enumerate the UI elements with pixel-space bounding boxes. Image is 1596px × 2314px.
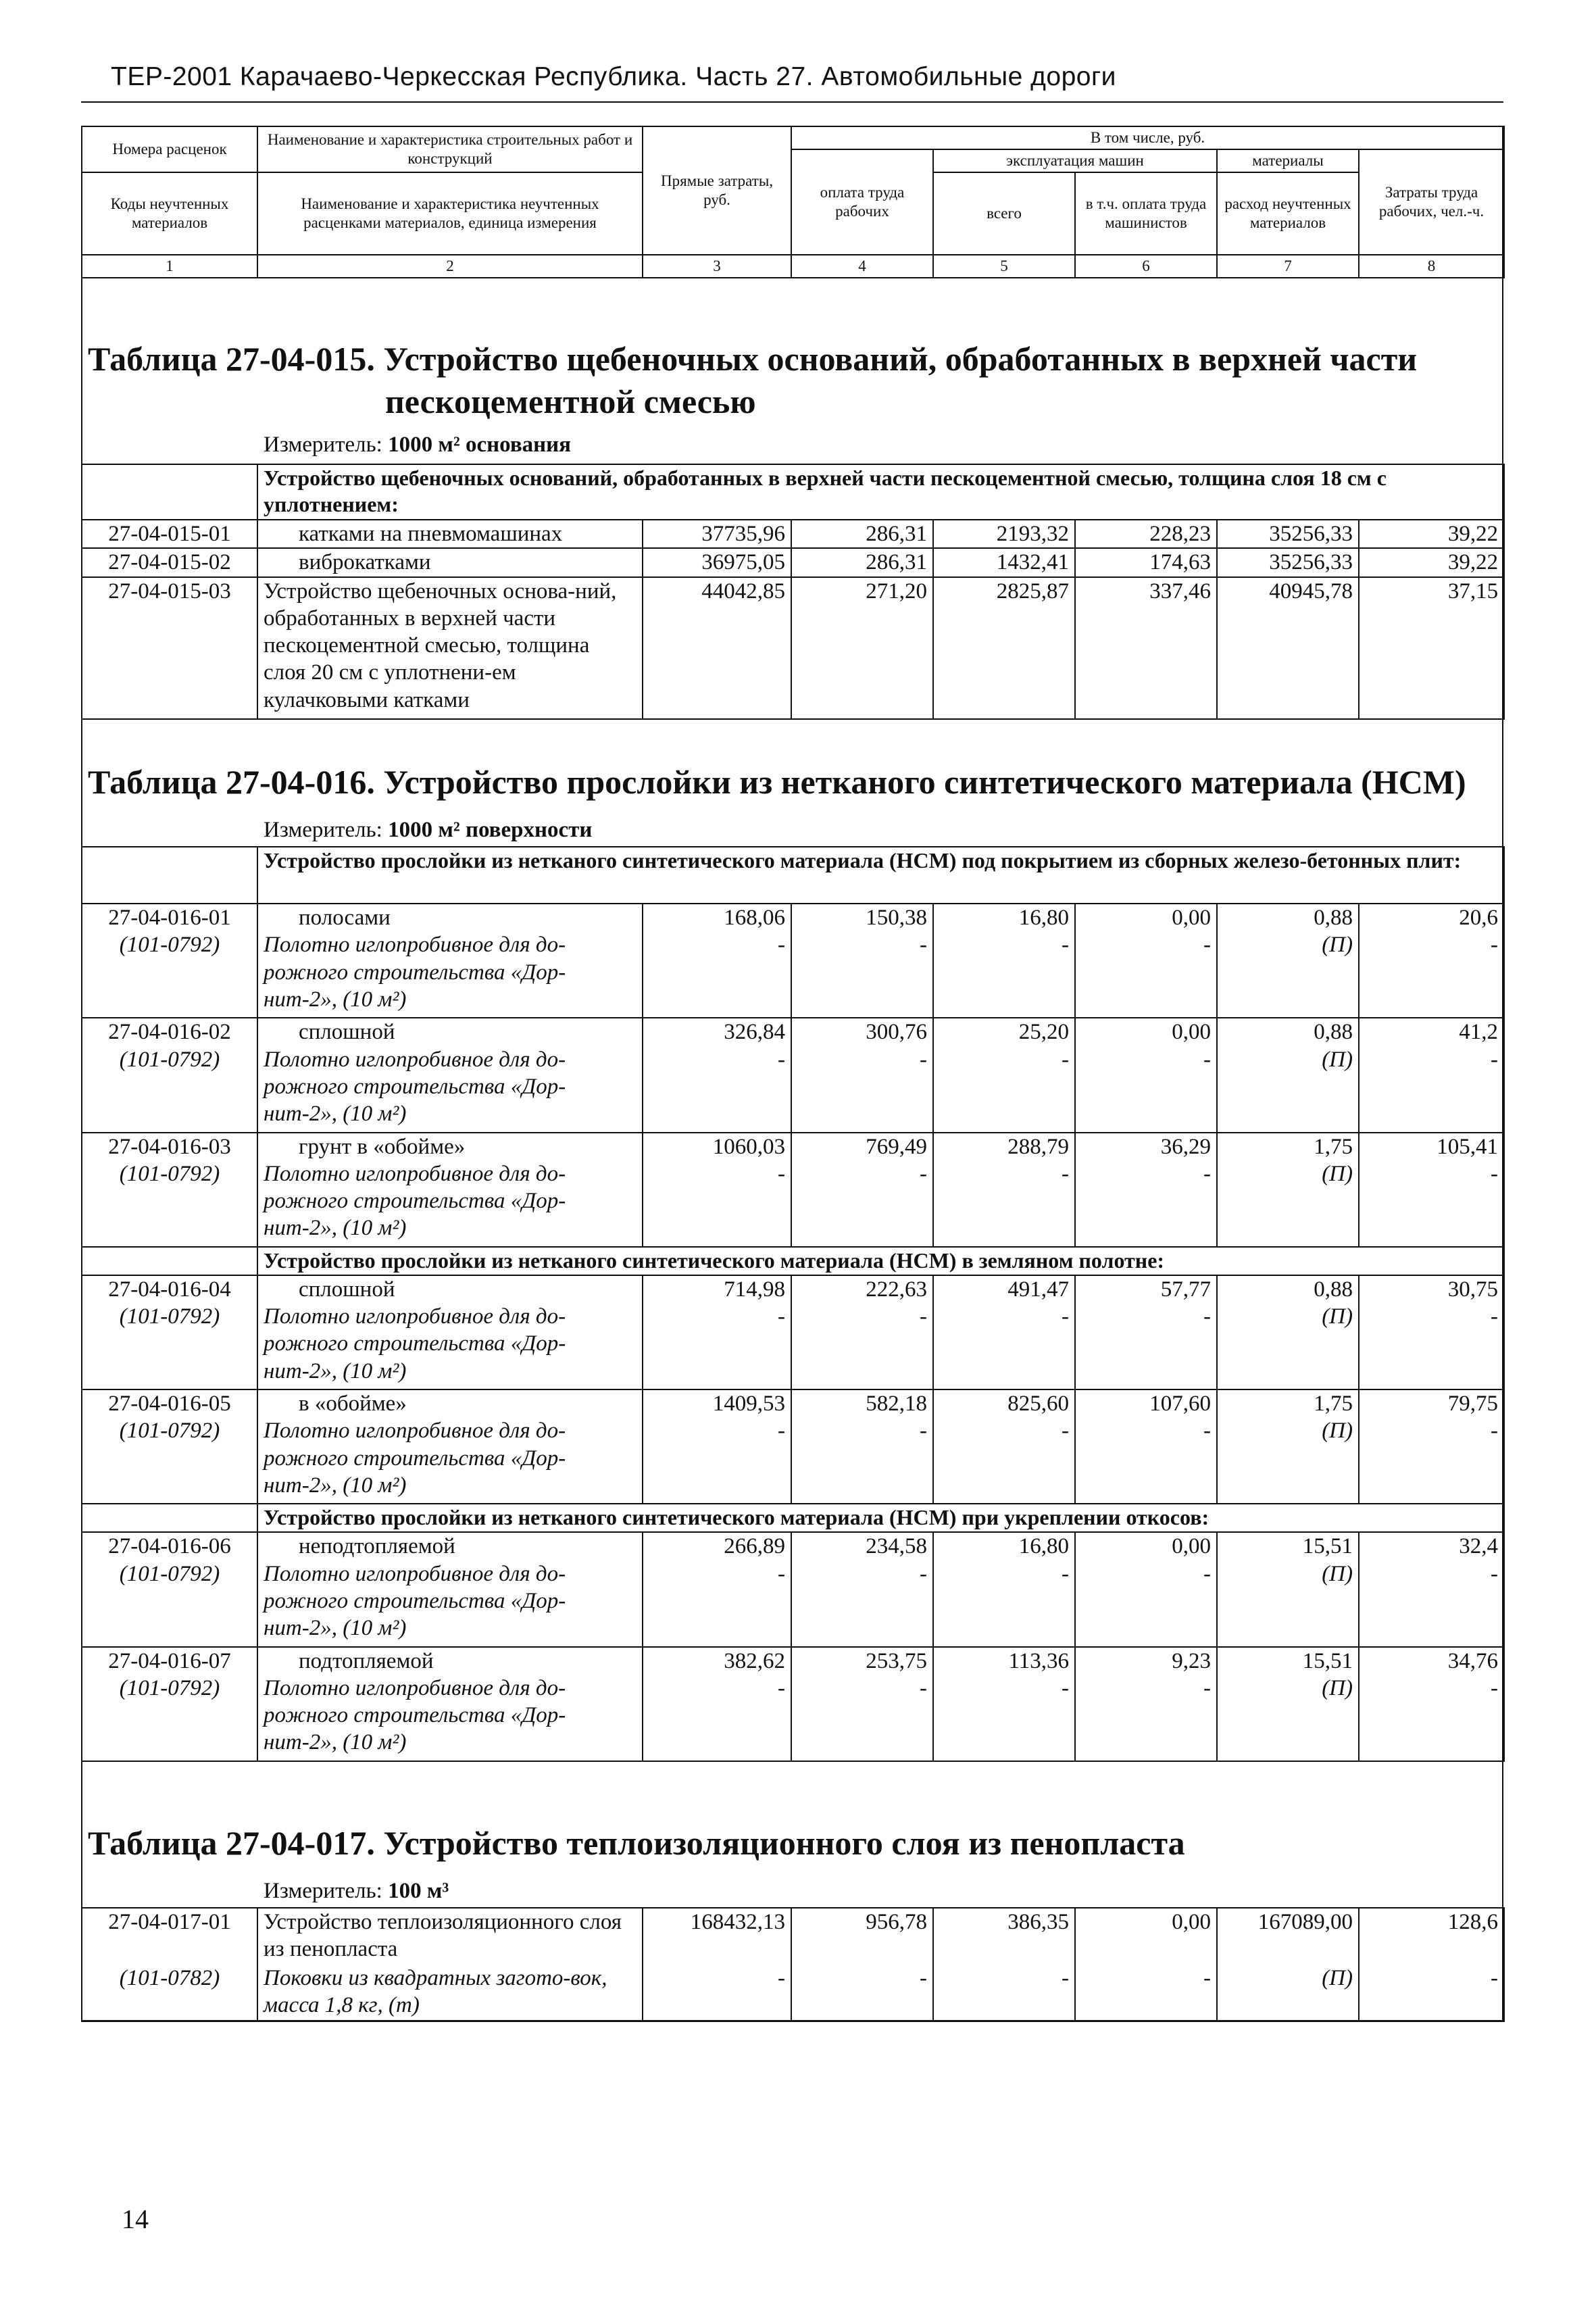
header-col4: оплата труда рабочих [791, 149, 933, 255]
dash: - [1359, 1965, 1504, 2021]
row-name: виброкатками [257, 548, 643, 576]
direct-cost: 37735,96 [643, 520, 791, 548]
dash: - [1359, 1303, 1504, 1389]
row-code: 27-04-015-02 [82, 548, 257, 576]
labor-cost: 271,20 [791, 577, 933, 719]
labor-hours: 39,22 [1359, 520, 1504, 548]
col-number-2: 2 [257, 255, 643, 278]
table-015-title-cont: пескоцементной смесью [385, 382, 756, 420]
row-name: сплошной [257, 1275, 643, 1303]
labor-hours: 105,41 [1359, 1133, 1504, 1160]
col-number-4: 4 [791, 255, 933, 278]
machine-cost: 16,80 [933, 904, 1075, 931]
table-016-group-3: Устройство прослойки из нетканого синтетического материала (НСМ) при укреплении откосов: [257, 1504, 1504, 1532]
row-code: 27-04-016-01 [82, 904, 257, 931]
row-name: подтопляемой [257, 1647, 643, 1675]
dash: - [1075, 1417, 1217, 1504]
row-code: 27-04-016-06 [82, 1532, 257, 1560]
material-flag: (П) [1217, 1675, 1359, 1761]
labor-cost: 234,58 [791, 1532, 933, 1560]
operator-cost: 36,29 [1075, 1133, 1217, 1160]
labor-hours: 128,6 [1359, 1908, 1504, 1965]
material-flag: (П) [1217, 1160, 1359, 1247]
material-row [82, 1560, 1504, 1647]
table-015-group: Устройство щебеночных оснований, обработанных в верхней части пескоцементной смесью, толщина слоя 18 см с уплотнением: [257, 464, 1504, 520]
table-row [82, 904, 1504, 931]
operator-cost: 0,00 [1075, 1532, 1217, 1560]
material-row [82, 1675, 1504, 1761]
machine-cost: 2825,87 [933, 577, 1075, 719]
material-cost: 0,88 [1217, 904, 1359, 931]
material-flag: (П) [1217, 931, 1359, 1018]
row-code: 27-04-016-07 [82, 1647, 257, 1675]
header-col3: Прямые затраты, руб. [643, 126, 791, 255]
direct-cost: 714,98 [643, 1275, 791, 1303]
row-name: в «обойме» [257, 1389, 643, 1417]
material-flag: (П) [1217, 1560, 1359, 1647]
table-row [82, 1275, 1504, 1303]
material-flag: (П) [1217, 1417, 1359, 1504]
table-row [82, 548, 1504, 576]
operator-cost: 9,23 [1075, 1647, 1217, 1675]
table-016-title: Таблица 27-04-016. Устройство прослойки из нетканого синтетического материала (НСМ) [88, 763, 1466, 801]
dash: - [791, 931, 933, 1018]
machine-cost: 1432,41 [933, 548, 1075, 576]
labor-hours: 34,76 [1359, 1647, 1504, 1675]
operator-cost: 0,00 [1075, 1908, 1217, 1965]
material-row [82, 1303, 1504, 1389]
dash: - [643, 1303, 791, 1389]
labor-cost: 769,49 [791, 1133, 933, 1160]
dash: - [933, 1417, 1075, 1504]
dash: - [791, 1046, 933, 1133]
dash: - [1075, 931, 1217, 1018]
page-header: ТЕР-2001 Карачаево-Черкесская Республика. Часть 27. Автомобильные дороги [111, 62, 1116, 91]
material-flag: (П) [1217, 1046, 1359, 1133]
table-017-measure [264, 1879, 449, 1904]
machine-cost: 491,47 [933, 1275, 1075, 1303]
dash: - [643, 931, 791, 1018]
table-row [82, 1532, 1504, 1560]
direct-cost: 168432,13 [643, 1908, 791, 1965]
dash: - [933, 1965, 1075, 2021]
material-name: Полотно иглопробивное для до-рожного строительства «Дор-нит-2», (10 м²) [257, 1675, 643, 1761]
labor-hours: 39,22 [1359, 548, 1504, 576]
dash: - [1359, 1046, 1504, 1133]
labor-hours: 20,6 [1359, 904, 1504, 931]
table-016-group-1: Устройство прослойки из нетканого синтетического материала (НСМ) под покрытием из сборных железо-бетонных плит: [257, 847, 1504, 904]
material-row [82, 1160, 1504, 1247]
labor-cost: 253,75 [791, 1647, 933, 1675]
material-row [82, 1417, 1504, 1504]
dash: - [791, 1675, 933, 1761]
row-name: полосами [257, 904, 643, 931]
material-cost: 167089,00 [1217, 1908, 1359, 1965]
dash: - [1075, 1046, 1217, 1133]
material-cost: 15,51 [1217, 1647, 1359, 1675]
row-code: 27-04-015-03 [82, 577, 257, 719]
row-code: 27-04-016-02 [82, 1018, 257, 1045]
table-016 [81, 846, 1505, 1762]
machine-cost: 25,20 [933, 1018, 1075, 1045]
material-name: Полотно иглопробивное для до-рожного строительства «Дор-нит-2», (10 м²) [257, 1046, 643, 1133]
operator-cost: 0,00 [1075, 904, 1217, 931]
material-code: (101-0792) [82, 1417, 257, 1504]
measure-value: 100 м³ [388, 1879, 449, 1903]
table-017-title: Таблица 27-04-017. Устройство теплоизоляционного слоя из пенопласта [88, 1824, 1185, 1862]
labor-hours: 37,15 [1359, 577, 1504, 719]
row-code: 27-04-016-05 [82, 1389, 257, 1417]
header-col2-top: Наименование и характеристика строительных работ и конструкций [257, 126, 643, 172]
column-header-table [81, 126, 1505, 278]
material-cost: 35256,33 [1217, 520, 1359, 548]
dash: - [933, 1303, 1075, 1389]
row-name: катками на пневмомашинах [257, 520, 643, 548]
machine-cost: 16,80 [933, 1532, 1075, 1560]
table-row [82, 1908, 1504, 1965]
row-code: 27-04-017-01 [82, 1908, 257, 1965]
col-number-5: 5 [933, 255, 1075, 278]
material-name: Полотно иглопробивное для до-рожного строительства «Дор-нит-2», (10 м²) [257, 1303, 643, 1389]
header-col5: всего [933, 172, 1075, 255]
header-col6: в т.ч. оплата труда машинистов [1075, 172, 1217, 255]
dash: - [1359, 1417, 1504, 1504]
operator-cost: 107,60 [1075, 1389, 1217, 1417]
table-016-group-2: Устройство прослойки из нетканого синтетического материала (НСМ) в земляном полотне: [257, 1247, 1504, 1275]
dash: - [791, 1160, 933, 1247]
operator-cost: 337,46 [1075, 577, 1217, 719]
col-number-3: 3 [643, 255, 791, 278]
header-including: В том числе, руб. [791, 126, 1504, 149]
machine-cost: 288,79 [933, 1133, 1075, 1160]
table-015-title-main: Таблица 27-04-015. Устройство щебеночных оснований, обработанных в верхней части [88, 340, 1418, 378]
header-col1-top: Номера расценок [82, 126, 257, 172]
dash: - [933, 1560, 1075, 1647]
material-code: (101-0792) [82, 1675, 257, 1761]
operator-cost: 0,00 [1075, 1018, 1217, 1045]
dash: - [643, 1417, 791, 1504]
direct-cost: 266,89 [643, 1532, 791, 1560]
dash: - [643, 1965, 791, 2021]
measure-label: Измеритель: [264, 1879, 382, 1903]
header-rule [81, 101, 1503, 103]
dash: - [1359, 1160, 1504, 1247]
page-number: 14 [122, 2204, 149, 2234]
dash: - [791, 1965, 933, 2021]
material-cost: 35256,33 [1217, 548, 1359, 576]
machine-cost: 825,60 [933, 1389, 1075, 1417]
dash: - [1359, 1560, 1504, 1647]
dash: - [1075, 1560, 1217, 1647]
table-row [82, 1018, 1504, 1045]
material-flag: (П) [1217, 1965, 1359, 2021]
table-row [82, 1647, 1504, 1675]
dash: - [1075, 1965, 1217, 2021]
labor-cost: 286,31 [791, 520, 933, 548]
material-row [82, 931, 1504, 1018]
labor-cost: 286,31 [791, 548, 933, 576]
material-code: (101-0792) [82, 931, 257, 1018]
row-name: Устройство щебеночных основа-ний, обработанных в верхней части пескоцементной смесью, толщина слоя 20 см с уплотнени-ем кулачковыми катками [257, 577, 643, 719]
measure-value: 1000 м² поверхности [388, 818, 593, 842]
dash: - [791, 1560, 933, 1647]
dash: - [933, 931, 1075, 1018]
header-col8: Затраты труда рабочих, чел.-ч. [1359, 149, 1504, 255]
material-code: (101-0792) [82, 1560, 257, 1647]
row-code: 27-04-015-01 [82, 520, 257, 548]
operator-cost: 228,23 [1075, 520, 1217, 548]
direct-cost: 326,84 [643, 1018, 791, 1045]
col-number-8: 8 [1359, 255, 1504, 278]
direct-cost: 1409,53 [643, 1389, 791, 1417]
labor-hours: 41,2 [1359, 1018, 1504, 1045]
row-name: Устройство теплоизоляционного слоя из пенопласта [257, 1908, 643, 1965]
labor-hours: 32,4 [1359, 1532, 1504, 1560]
measure-label: Измеритель: [264, 818, 382, 842]
material-cost: 1,75 [1217, 1133, 1359, 1160]
table-row [82, 520, 1504, 548]
col-number-7: 7 [1217, 255, 1359, 278]
dash: - [643, 1675, 791, 1761]
material-name: Полотно иглопробивное для до-рожного строительства «Дор-нит-2», (10 м²) [257, 1560, 643, 1647]
dash: - [933, 1046, 1075, 1133]
table-015 [81, 464, 1505, 720]
machine-cost: 386,35 [933, 1908, 1075, 1965]
row-name: грунт в «обойме» [257, 1133, 643, 1160]
header-materials: материалы [1217, 149, 1359, 172]
table-row [82, 1133, 1504, 1160]
row-code: 27-04-016-03 [82, 1133, 257, 1160]
row-name: сплошной [257, 1018, 643, 1045]
material-flag: (П) [1217, 1303, 1359, 1389]
material-name: Полотно иглопробивное для до-рожного строительства «Дор-нит-2», (10 м²) [257, 1160, 643, 1247]
header-col2-bottom: Наименование и характеристика неучтенных расценками материалов, единица измерения [257, 172, 643, 255]
operator-cost: 57,77 [1075, 1275, 1217, 1303]
direct-cost: 36975,05 [643, 548, 791, 576]
table-row [82, 577, 1504, 719]
dash: - [933, 1160, 1075, 1247]
material-name: Полотно иглопробивное для до-рожного строительства «Дор-нит-2», (10 м²) [257, 1417, 643, 1504]
table-015-measure [264, 433, 571, 458]
dash: - [1359, 1675, 1504, 1761]
material-code: (101-0792) [82, 1160, 257, 1247]
header-machines: эксплуатация машин [933, 149, 1217, 172]
direct-cost: 44042,85 [643, 577, 791, 719]
labor-cost: 956,78 [791, 1908, 933, 1965]
row-code: 27-04-016-04 [82, 1275, 257, 1303]
measure-value: 1000 м² основания [388, 433, 572, 457]
material-name: Полотно иглопробивное для до-рожного строительства «Дор-нит-2», (10 м²) [257, 931, 643, 1018]
table-row [82, 1389, 1504, 1417]
table-015-title [88, 338, 1417, 422]
material-code: (101-0792) [82, 1046, 257, 1133]
dash: - [933, 1675, 1075, 1761]
material-row [82, 1046, 1504, 1133]
measure-label: Измеритель: [264, 433, 382, 457]
row-name: неподтопляемой [257, 1532, 643, 1560]
labor-cost: 300,76 [791, 1018, 933, 1045]
material-cost: 40945,78 [1217, 577, 1359, 719]
material-cost: 1,75 [1217, 1389, 1359, 1417]
dash: - [1359, 931, 1504, 1018]
material-cost: 0,88 [1217, 1275, 1359, 1303]
direct-cost: 1060,03 [643, 1133, 791, 1160]
direct-cost: 382,62 [643, 1647, 791, 1675]
material-cost: 0,88 [1217, 1018, 1359, 1045]
material-code: (101-0792) [82, 1303, 257, 1389]
material-name: Поковки из квадратных загото-вок, масса 1,8 кг, (т) [257, 1965, 643, 2021]
table-016-measure [264, 818, 592, 843]
header-col1-bottom: Коды неучтенных материалов [82, 172, 257, 255]
header-col7: расход неучтенных материалов [1217, 172, 1359, 255]
dash: - [643, 1560, 791, 1647]
dash: - [1075, 1303, 1217, 1389]
machine-cost: 2193,32 [933, 520, 1075, 548]
direct-cost: 168,06 [643, 904, 791, 931]
col-number-1: 1 [82, 255, 257, 278]
labor-cost: 222,63 [791, 1275, 933, 1303]
labor-cost: 582,18 [791, 1389, 933, 1417]
dash: - [643, 1046, 791, 1133]
dash: - [791, 1417, 933, 1504]
labor-cost: 150,38 [791, 904, 933, 931]
dash: - [1075, 1675, 1217, 1761]
dash: - [791, 1303, 933, 1389]
machine-cost: 113,36 [933, 1647, 1075, 1675]
material-code: (101-0782) [82, 1965, 257, 2021]
col-number-6: 6 [1075, 255, 1217, 278]
material-row [82, 1965, 1504, 2021]
material-cost: 15,51 [1217, 1532, 1359, 1560]
dash: - [643, 1160, 791, 1247]
labor-hours: 30,75 [1359, 1275, 1504, 1303]
labor-hours: 79,75 [1359, 1389, 1504, 1417]
table-017 [81, 1907, 1505, 2022]
operator-cost: 174,63 [1075, 548, 1217, 576]
dash: - [1075, 1160, 1217, 1247]
